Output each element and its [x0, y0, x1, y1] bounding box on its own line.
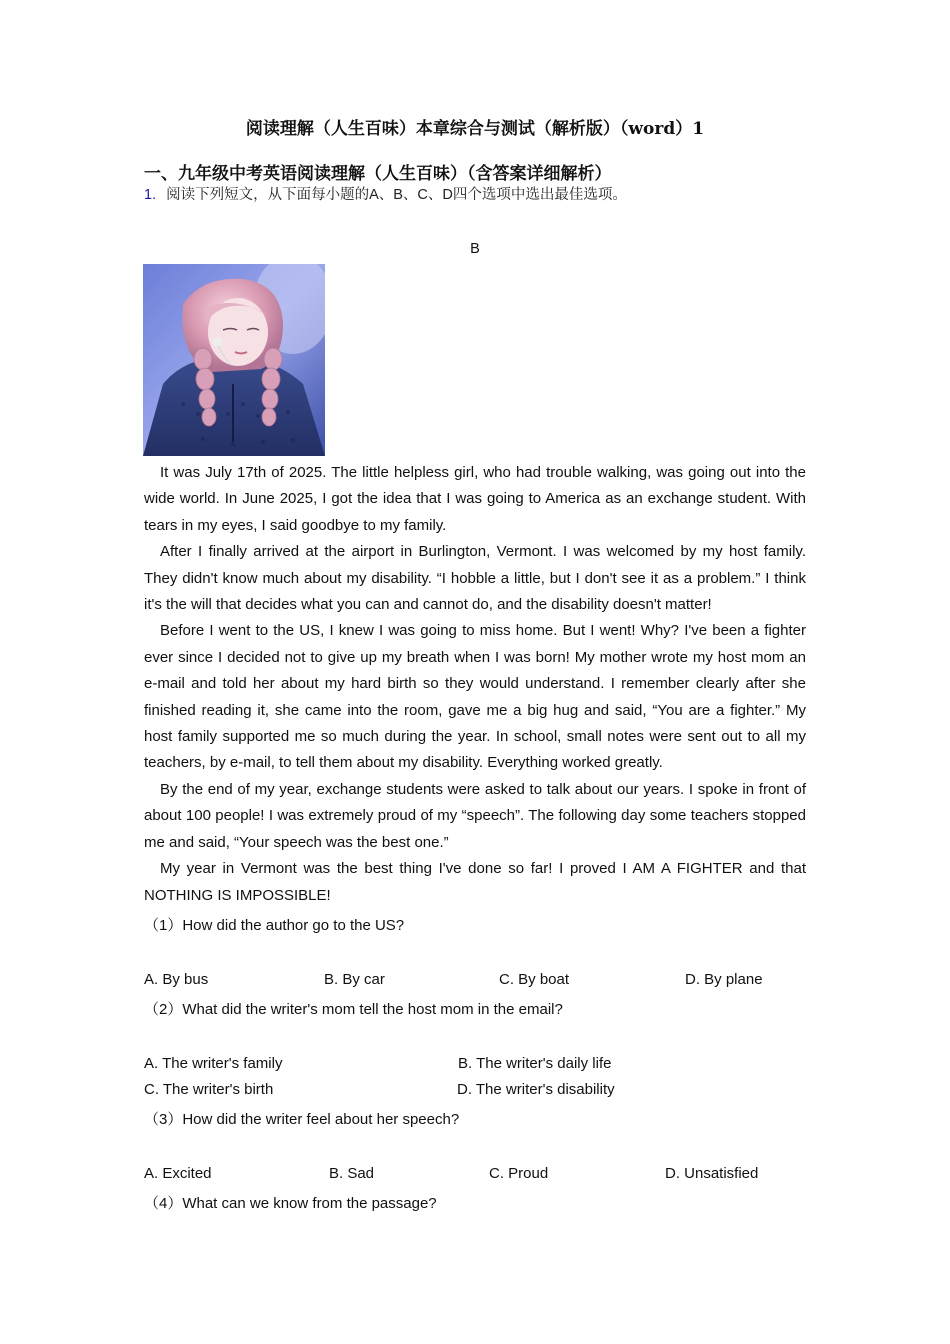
- question-intro: [144, 183, 627, 204]
- question-instruction: 阅读下列短文，从下面每小题的A、B、C、D四个选项中选出最佳选项。: [166, 187, 627, 203]
- answer-option: C. Proud: [489, 1165, 549, 1182]
- girl-with-braids-photo: [143, 264, 325, 456]
- question-stem: （2）What did the writer's mom tell the host mom in the email?: [144, 1001, 563, 1018]
- question-stem: （4）What can we know from the passage?: [144, 1195, 437, 1212]
- answer-option: C. The writer's birth: [144, 1081, 274, 1098]
- answer-option: B. Sad: [329, 1165, 375, 1182]
- section-heading: 一、九年级中考英语阅读理解（人生百味）（含答案详细解析）: [144, 164, 612, 184]
- passage-paragraph: It was July 17th of 2025. The little helpless girl, who had trouble walking, was going out into the wide world. In June 2025, I got the idea that I was going to America as an exchange student. With tears in my eyes, I said goodbye to my family.: [144, 464, 806, 534]
- passage-paragraph: My year in Vermont was the best thing I've done so far! I proved I AM A FIGHTER and that NOTHING IS IMPOSSIBLE!: [144, 860, 806, 904]
- question-number: 1.: [144, 187, 157, 203]
- answer-option: A. By bus: [144, 971, 209, 988]
- answer-option: A. The writer's family: [144, 1055, 283, 1072]
- question-stem: （1）How did the author go to the US?: [144, 917, 405, 934]
- answer-option: B. The writer's daily life: [458, 1055, 612, 1072]
- passage-text: [144, 460, 806, 909]
- passage-paragraph: By the end of my year, exchange students were asked to talk about our years. I spoke in front of about 100 people! I was extremely proud of my “speech”. The following day some teachers stopped me and said, “Your speech was the best one.”: [144, 780, 806, 851]
- answer-option: D. Unsatisfied: [665, 1165, 759, 1182]
- answer-option: D. The writer's disability: [457, 1081, 615, 1098]
- page-title: 阅读理解（人生百味）本章综合与测试（解析版）（word）1: [245, 119, 705, 139]
- answer-option: C. By boat: [499, 971, 570, 988]
- answer-option: B. By car: [324, 971, 385, 988]
- passage-label: B: [470, 241, 480, 257]
- passage-paragraph: After I finally arrived at the airport in Burlington, Vermont. I was welcomed by my host family. They didn't know much about my disability. “I hobble a little, but I don't see it as a problem.” I think it's the will that decides what you can and cannot do, and the disability doesn't matter!: [144, 543, 806, 614]
- question-stem: （3）How did the writer feel about her speech?: [144, 1111, 460, 1128]
- answer-option: A. Excited: [144, 1165, 212, 1182]
- answer-option: D. By plane: [685, 971, 763, 988]
- passage-paragraph: Before I went to the US, I knew I was going to miss home. But I went! Why? I've been a fighter ever since I decided not to give up my breath when I was born! My mother wrote my host mom an e-mail and told her about my hard birth so they would understand. I remember clearly after she finished reading it, she came into the room, gave me a big hug and said, “You are a fighter.” My host family supported me so much during the year. In school, small notes were sent out to all my teachers, by e-mail, to tell them about my disability. Everything worked greatly.: [144, 622, 806, 772]
